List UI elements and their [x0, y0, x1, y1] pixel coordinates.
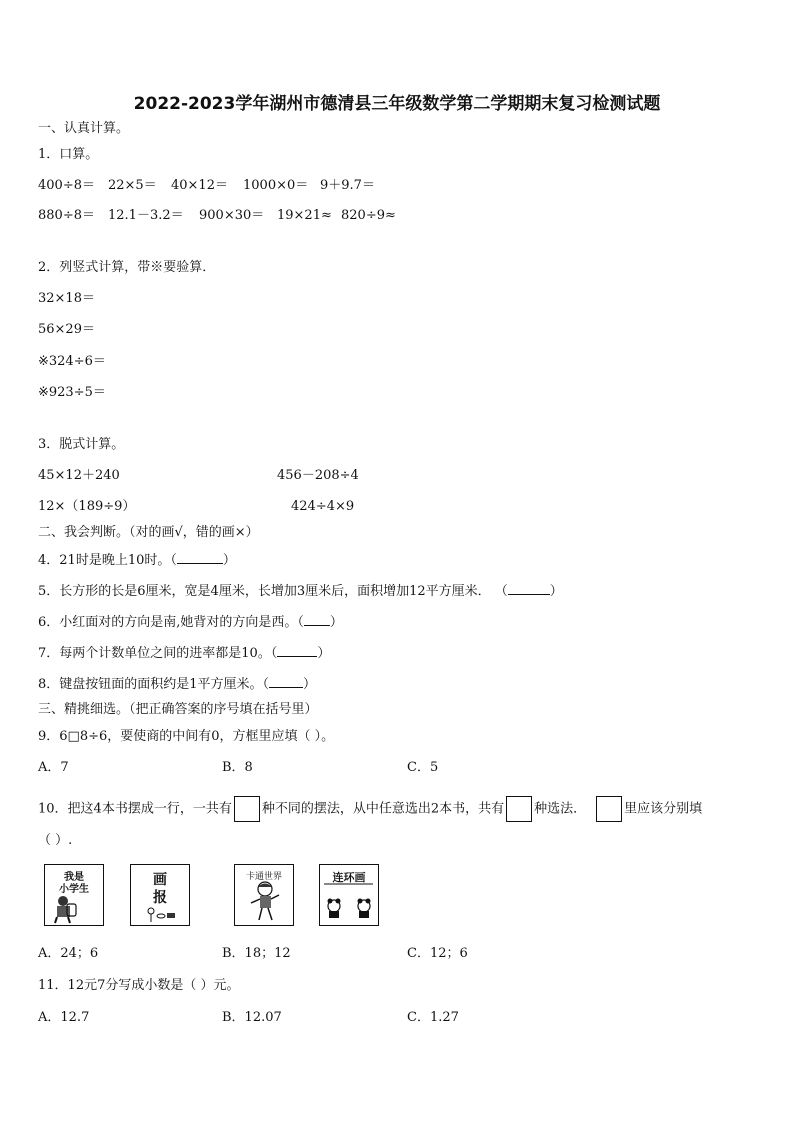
- judge-item-7: [38, 645, 330, 662]
- section2-heading: 二、我会判断。（对的画√，错的画×）: [38, 525, 259, 540]
- q3-item-4: 424÷4×9: [291, 499, 355, 514]
- book-title: 连环画: [332, 871, 366, 884]
- judge-text: 6．小红面对的方向是南,她背对的方向是西。（: [38, 615, 304, 630]
- book-xiaoxuesheng: [44, 864, 104, 926]
- q11-option-c[interactable]: C．1.27: [407, 1010, 459, 1025]
- q2-item-2: 56×29＝: [38, 322, 95, 337]
- page-title: 2022-2023学年湖州市德清县三年级数学第二学期期末复习检测试题: [133, 94, 661, 114]
- q3-label: 3．脱式计算。: [38, 437, 125, 452]
- book-huabao: [130, 864, 190, 926]
- q10-stem-part2: 种不同的摆法，从中任意选出2本书，共有: [261, 801, 505, 817]
- answer-box: [596, 796, 622, 822]
- book-title: 卡通世界: [245, 872, 282, 882]
- answer-box[interactable]: [506, 796, 532, 822]
- section1-heading: 一、认真计算。: [38, 121, 130, 136]
- q1-r1-c2: 22×5＝: [108, 178, 157, 193]
- book-title: 我是: [64, 872, 84, 883]
- answer-blank[interactable]: [269, 676, 303, 688]
- judge-item-4: [38, 552, 236, 569]
- student-illustration: [45, 894, 102, 924]
- q1-r2-c5: 820÷9≈: [341, 208, 396, 223]
- q3-item-2: 456－208÷4: [277, 468, 359, 483]
- q1-r1-c5: 9＋9.7＝: [320, 178, 375, 193]
- book-title: 报: [153, 890, 167, 906]
- q2-label: 2．列竖式计算，带※要验算．: [38, 260, 216, 275]
- answer-box[interactable]: [234, 796, 260, 822]
- judge-close: ）: [222, 553, 236, 568]
- judge-close: ）: [317, 646, 331, 661]
- q10-option-b[interactable]: B．18；12: [222, 946, 291, 961]
- book-title: 画: [153, 872, 167, 888]
- book-katong-shijie: [234, 864, 294, 926]
- q10-stem-part4: 里应该分别填: [624, 801, 703, 817]
- flower-illustration: [131, 904, 188, 924]
- q11-option-b[interactable]: B．12.07: [222, 1010, 282, 1025]
- q9-stem: 9．6□8÷6，要使商的中间有0，方框里应填（ ）。: [38, 729, 335, 744]
- q2-item-1: 32×18＝: [38, 291, 95, 306]
- q9-option-a[interactable]: A．7: [38, 760, 69, 775]
- q2-item-4: ※923÷5＝: [38, 385, 106, 400]
- q1-r2-c2: 12.1－3.2＝: [108, 208, 184, 223]
- q1-r2-c3: 900×30＝: [199, 208, 265, 223]
- panda-illustration: [320, 882, 377, 924]
- book-lianhuanhua: [319, 864, 379, 926]
- judge-text: 5．长方形的长是6厘米，宽是4厘米，长增加3厘米后，面积增加12平方厘米． （: [38, 584, 508, 599]
- q10-option-a[interactable]: A．24；6: [38, 946, 99, 961]
- q10-stem-part3: 种选法．: [534, 801, 587, 817]
- q11-stem: 11．12元7分写成小数是（ ）元。: [38, 978, 240, 993]
- q10-stem: [38, 796, 702, 822]
- section3-heading: 三、精挑细选。（把正确答案的序号填在括号里）: [38, 702, 318, 717]
- judge-text: 8．键盘按钮面的面积约是1平方厘米。（: [38, 677, 270, 692]
- answer-blank[interactable]: [304, 614, 330, 626]
- judge-item-5: [38, 583, 563, 600]
- book-title: 小学生: [59, 884, 89, 895]
- q1-r2-c1: 880÷8＝: [38, 208, 95, 223]
- q2-item-3: ※324÷6＝: [38, 354, 106, 369]
- q1-r1-c3: 40×12＝: [171, 178, 228, 193]
- q3-item-3: 12×（189÷9）: [38, 499, 136, 514]
- q1-r1-c4: 1000×0＝: [243, 178, 309, 193]
- judge-close: ）: [303, 677, 317, 692]
- q3-item-1: 45×12＋240: [38, 468, 120, 483]
- answer-blank[interactable]: [277, 645, 317, 657]
- q9-option-c[interactable]: C．5: [407, 760, 439, 775]
- judge-close: ）: [549, 584, 563, 599]
- q10-stem-line2: （ ）.: [38, 833, 73, 848]
- judge-item-8: [38, 676, 316, 693]
- q10-stem-part1: 10．把这4本书摆成一行，一共有: [38, 801, 232, 817]
- q1-r1-c1: 400÷8＝: [38, 178, 95, 193]
- q10-option-c[interactable]: C．12；6: [407, 946, 468, 961]
- cartoon-girl-illustration: [235, 880, 292, 924]
- judge-text: 7．每两个计数单位之间的进率都是10。（: [38, 646, 278, 661]
- q1-label: 1．口算。: [38, 147, 99, 162]
- answer-blank[interactable]: [508, 583, 550, 595]
- q11-option-a[interactable]: A．12.7: [38, 1010, 90, 1025]
- judge-close: ）: [329, 615, 343, 630]
- q9-option-b[interactable]: B．8: [222, 760, 253, 775]
- q1-r2-c4: 19×21≈: [277, 208, 332, 223]
- answer-blank[interactable]: [177, 552, 223, 564]
- judge-text: 4．21时是晚上10时。（: [38, 553, 177, 568]
- judge-item-6: [38, 614, 343, 631]
